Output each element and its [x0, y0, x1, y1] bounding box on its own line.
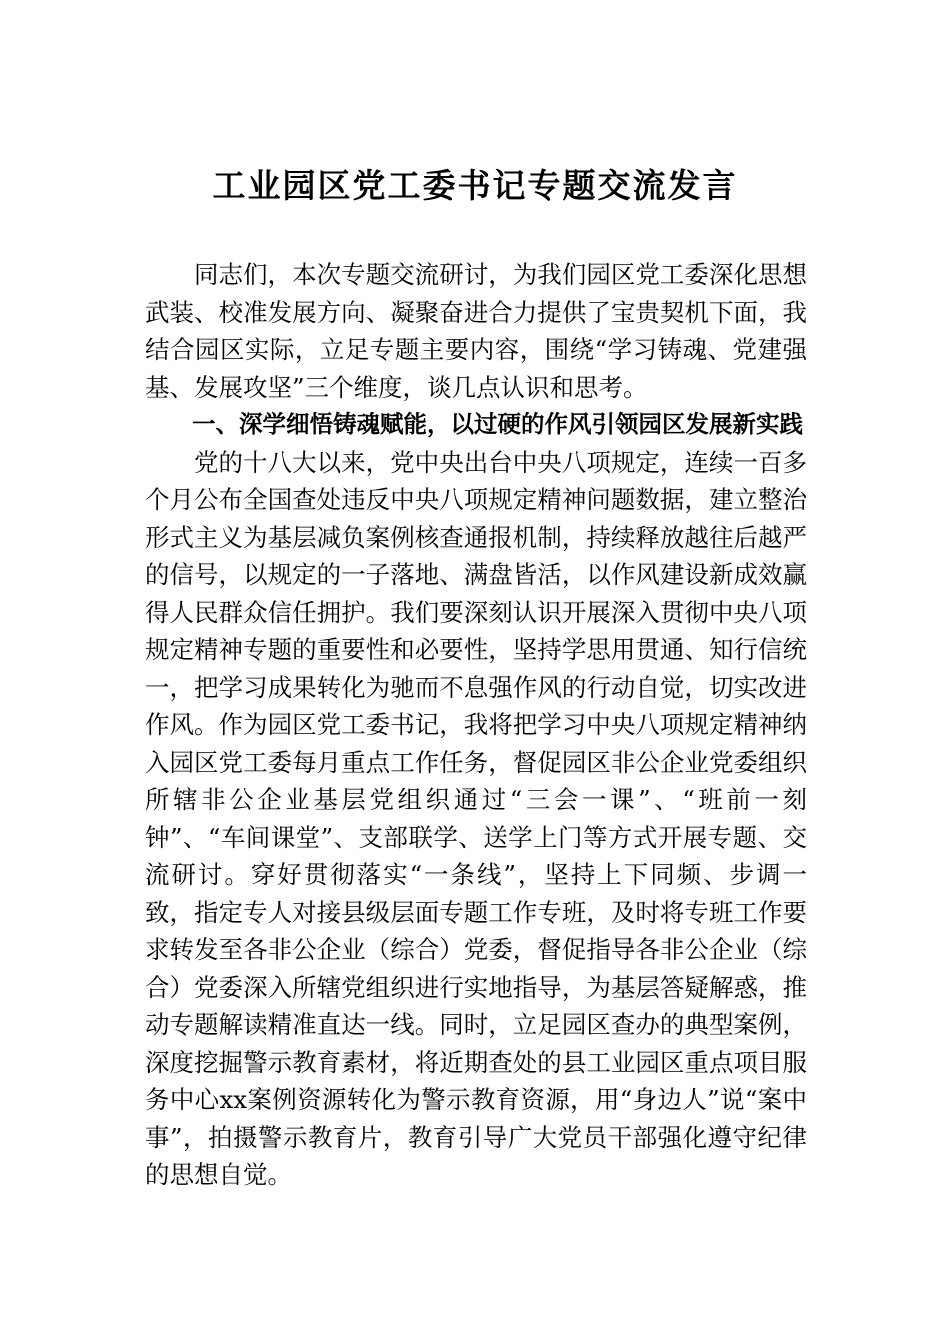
intro-paragraph: 同志们，本次专题交流研讨，为我们园区党工委深化思想武装、校准发展方向、凝聚奋进合力提供了宝贵契机下面，我结合园区实际，立足专题主要内容，围绕“学习铸魂、党建强基、发展攻坚”三个维度，谈几点认识和思考。 — [145, 260, 807, 402]
document-title: 工业园区党工委书记专题交流发言 — [212, 166, 738, 205]
document-body — [145, 256, 807, 1194]
section-1-paragraph: 党的十八大以来，党中央出台中央八项规定，连续一百多个月公布全国查处违反中央八项规定精神问题数据，建立整治形式主义为基层减负案例核查通报机制，持续释放越往后越严的信号，以规定的一子落地、满盘皆活，以作风建设新成效赢得人民群众信任拥护。我们要深刻认识开展深入贯彻中央八项规定精神专题的重要性和必要性，坚持学思用贯通、知行信统一，把学习成果转化为驰而不息强作风的行动自觉，切实改进作风。作为园区党工委书记，我将把学习中央八项规定精神纳入园区党工委每月重点工作任务，督促园区非公企业党委组织所辖非公企业基层党组织通过“三会一课”、“班前一刻钟”、“车间课堂”、支部联学、送学上门等方式开展专题、交流研讨。穿好贯彻落实“一条线”，坚持上下同频、步调一致，指定专人对接县级层面专题工作专班，及时将专班工作要求转发至各非公企业（综合）党委，督促指导各非公企业（综合）党委深入所辖党组织进行实地指导，为基层答疑解惑，推动专题解读精准直达一线。同时，立足园区查办的典型案例，深度挖掘警示教育素材，将近期查处的县工业园区重点项目服务中心xx案例资源转化为警示教育资源，用“身边人”说“案中事”，拍摄警示教育片，教育引导广大党员干部强化遵守纪律的思想自觉。 — [145, 447, 807, 1189]
section-heading-1: 一、深学细悟铸魂赋能，以过硬的作风引领园区发展新实践 — [192, 410, 803, 438]
